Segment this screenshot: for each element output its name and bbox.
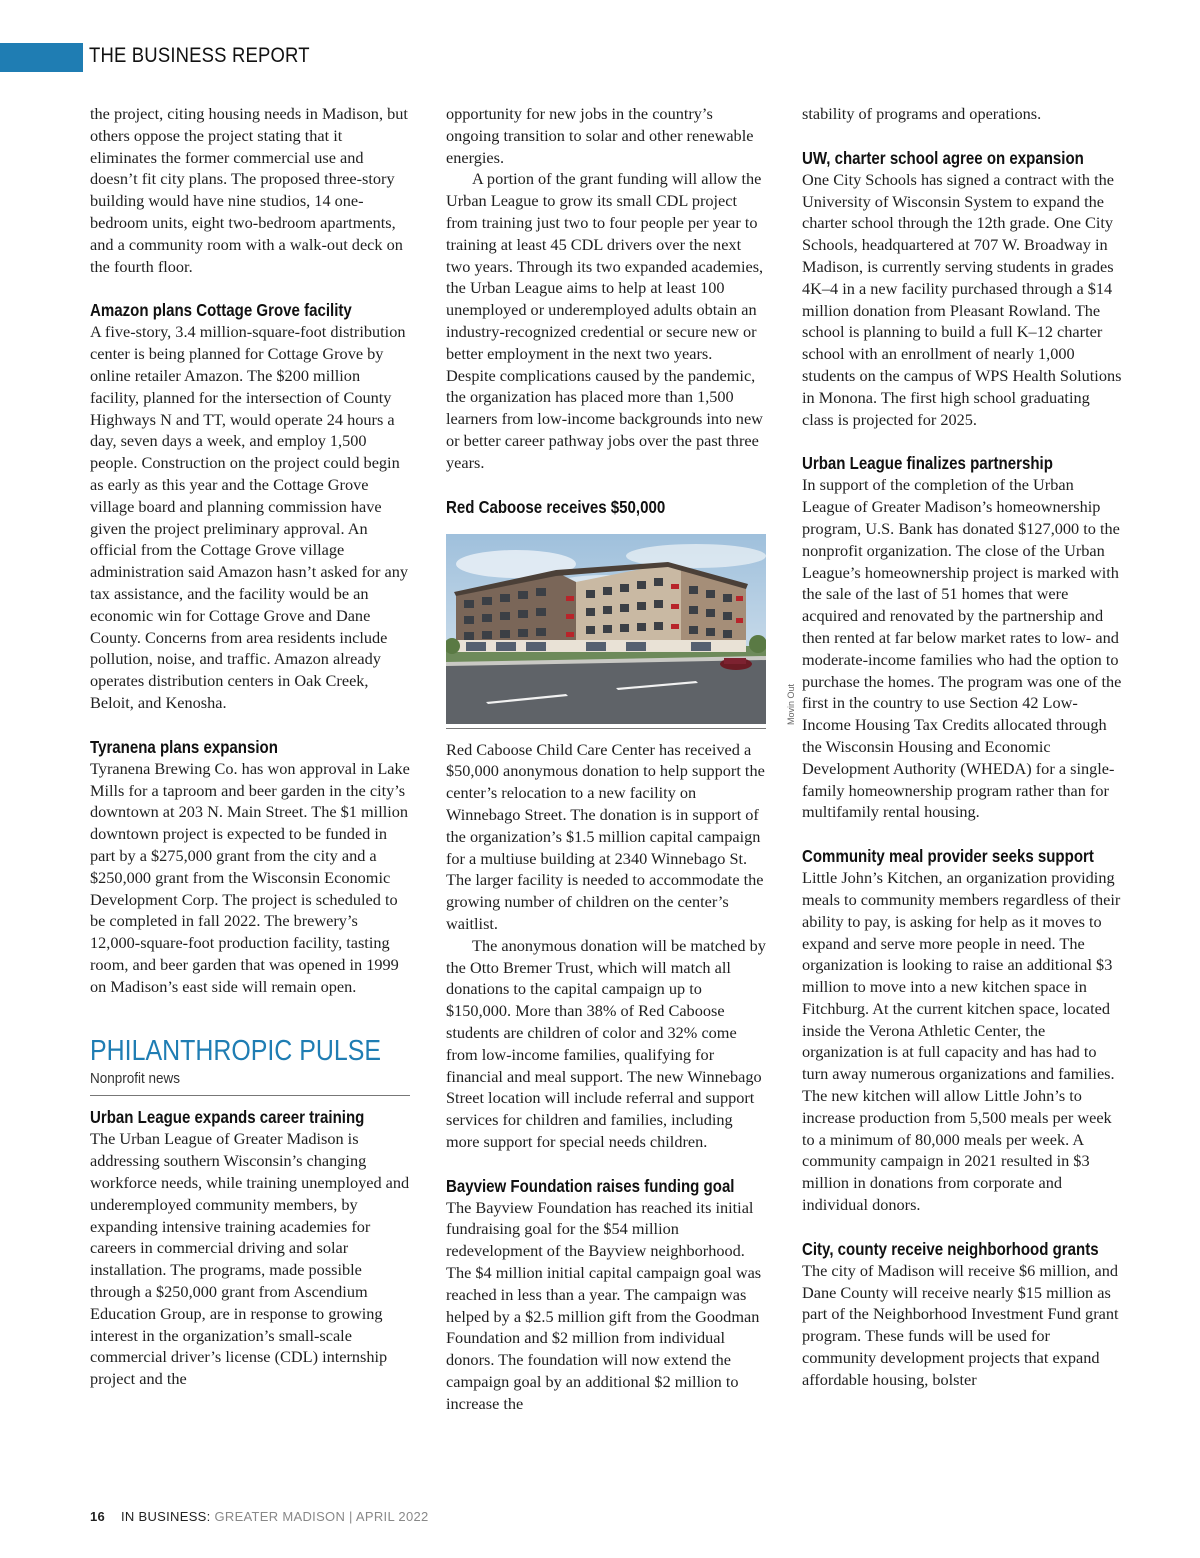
article-heading: Urban League expands career training: [90, 1107, 365, 1128]
article-heading: Red Caboose receives $50,000: [446, 496, 666, 517]
department-subtitle: Nonprofit news: [90, 1070, 181, 1088]
page-number: 16: [90, 1509, 106, 1524]
article-heading: Tyranena plans expansion: [90, 736, 278, 757]
building-photo: [446, 534, 796, 729]
paragraph: opportunity for new jobs in the country’s ongoing transition to solar and other renewable energies.: [446, 104, 754, 167]
paragraph: The Urban League of Greater Madison is addressing southern Wisconsin’s changing workforce needs, while training unemployed and underemployed community members, by expanding intensive training academies for careers in commercial driving and solar installation. The programs, made possible through a $250,000 grant from Ascendium Education Group, are in response to growing interest in the organization’s small-scale commercial driver’s license (CDL) internship project and the: [90, 1129, 410, 1389]
paragraph: A five-story, 3.4 million-square-foot distribution center is being planned for Cottage Grove by online retailer Amazon. The $200 million facility, planned for the intersection of County Highways N and TT, would operate 24 hours a day, seven days a week, and employ 1,500 people. Construction on the project could begin as early as this year and the Cottage Grove village board and planning commission have given the project preliminary approval. An official from the Cottage Grove village administration said Amazon hasn’t asked for any tax assistance, and the facility would be an economic win for Cottage Grove and Dane County. Concerns from area residents include pollution, noise, and traffic. Amazon already operates distribution centers in Oak Creek, Beloit, and Kenosha.: [90, 322, 409, 712]
paragraph: In support of the completion of the Urban League of Greater Madison’s homeownership program, U.S. Bank has donated $127,000 to the nonprofit organization. The close of the Urban League’s homeownership project is marked with the sale of the last of 51 homes that were acquired and renovated by the partnership and then rented at far below market rates to low- and moderate-income families who had the option to purchase the homes. The program was one of the first in the country to use Section 42 Low-Income Housing Tax Credits allocated through the Wisconsin Housing and Economic Development Authority (WHEDA) for a single-family homeownership program rather than for multifamily rental housing.: [802, 475, 1122, 822]
issue-info: GREATER MADISON | APRIL 2022: [214, 1509, 429, 1524]
paragraph: the project, citing housing needs in Madison, but others oppose the project stating that it eliminates the former commercial use and doesn’t fit city plans. The proposed three-story building would have nine studios, 14 one-bedroom units, eight two-bedroom apartments, and a community room with a walk-out deck on the fourth floor.: [90, 104, 408, 276]
section-color-bar: [0, 43, 83, 72]
article-heading: Community meal provider seeks support: [802, 846, 1094, 867]
divider: [90, 1095, 410, 1096]
article-heading: Urban League finalizes partnership: [802, 453, 1053, 474]
column-1: [90, 103, 410, 1390]
column-2: [446, 103, 796, 1415]
article-heading: Bayview Foundation raises funding goal: [446, 1175, 735, 1196]
paragraph: The anonymous donation will be matched by the Otto Bremer Trust, which will match all donations to the capital campaign up to $150,000. More than 38% of Red Caboose students are children of color and 32% come from low-income families, qualifying for financial and meal support. The new Winnebago Street location will include referral and support services for children and families, including more support for special needs children.: [446, 935, 766, 1151]
paragraph: A portion of the grant funding will allow the Urban League to grow its small CDL project from training just two to four people per year to training at least 45 CDL drivers over the next two years. Through its two expanded academies, the Urban League aims to help at least 100 unemployed or underemployed adults obtain an industry-recognized credential or secure new or better employment in the next two years. Despite complications caused by the pandemic, the organization has placed more than 1,500 learners from low-income backgrounds into new or better career pathway jobs over the past three years.: [446, 169, 764, 472]
paragraph: Tyranena Brewing Co. has won approval in Lake Mills for a taproom and beer garden in the city’s downtown at 203 N. Main Street. The $1 million downtown project is expected to be funded in part by a $275,000 grant from the city and a $250,000 grant from the Wisconsin Economic Development Corp. The project is scheduled to be completed in fall 2022. The brewery’s 12,000-square-foot production facility, tasting room, and beer garden that was opened in 1999 on Madison’s east side will remain open.: [90, 758, 410, 996]
column-3: [802, 103, 1122, 1391]
article-heading: City, county receive neighborhood grants: [802, 1238, 1099, 1259]
magazine-name: IN BUSINESS:: [120, 1509, 211, 1524]
paragraph: stability of programs and operations.: [802, 104, 1042, 123]
paragraph: The Bayview Foundation has reached its initial fundraising goal for the $54 million redevelopment of the Bayview neighborhood. The $4 million initial capital campaign goal was reached in less than a year. The campaign was helped by a $2.5 million gift from the Goodman Foundation and $2 million from individual donors. The foundation will now extend the campaign goal by an additional $2 million to increase the: [446, 1197, 762, 1413]
photo-credit: Movin Out: [786, 683, 796, 725]
page-footer: [90, 1509, 429, 1524]
department-title: PHILANTHROPIC PULSE: [90, 1035, 382, 1068]
paragraph: Red Caboose Child Care Center has received a $50,000 anonymous donation to help support the center’s relocation to a new facility on Winnebago Street. The donation is in support of the organization’s $1.5 million capital campaign for a multiuse building at 2340 Winnebago St. The larger facility is needed to accommodate the growing number of children on the center’s waitlist.: [446, 739, 765, 933]
article-heading: UW, charter school agree on expansion: [802, 147, 1084, 168]
section-title: THE BUSINESS REPORT: [89, 44, 310, 67]
paragraph: The city of Madison will receive $6 million, and Dane County will receive nearly $15 million as part of the Neighborhood Investment Fund grant program. These funds will be used for community development projects that expand affordable housing, bolster: [802, 1260, 1119, 1389]
paragraph: One City Schools has signed a contract with the University of Wisconsin System to expand the charter school through the 12th grade. One City Schools, headquartered at 707 W. Broadway in Madison, is currently serving students in grades 4K–4 in a new facility purchased through a $14 million donation from Pleasant Rowland. The school is planning to build a full K–12 charter school with an enrollment of nearly 1,000 students on the campus of WPS Health Solutions in Monona. The first high school graduating class is projected for 2025.: [802, 169, 1122, 429]
apartment-building-illustration: [446, 534, 766, 724]
paragraph: Little John’s Kitchen, an organization providing meals to community members regardless of their ability to pay, is asking for help as it moves to expand and serve more people in need. The organization is looking to raise an additional $3 million to move into a new kitchen space in Fitchburg. At the current kitchen space, located inside the Verona Athletic Center, the organization is at full capacity and has had to turn away numerous organizations and families. The new kitchen will allow Little John’s to increase production from 5,500 meals per week to a minimum of 80,000 meals per week. A community campaign in 2021 resulted in $3 million in donations from corporate and individual donors.: [802, 868, 1121, 1215]
article-heading: Amazon plans Cottage Grove facility: [90, 300, 352, 321]
